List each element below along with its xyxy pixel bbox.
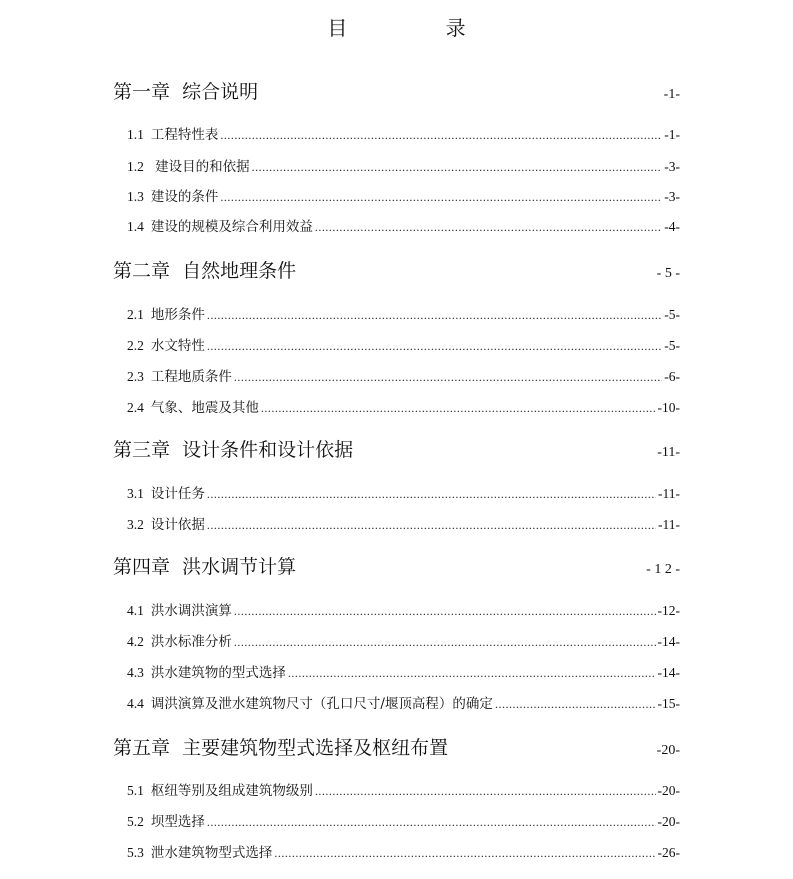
page-number: - 5 - bbox=[656, 266, 680, 281]
page-number: -20- bbox=[656, 743, 680, 758]
page-number: -3- bbox=[664, 159, 680, 174]
dot-leader bbox=[252, 160, 663, 175]
toc-section-2-4[interactable] bbox=[127, 396, 680, 416]
page-number: -14- bbox=[657, 634, 680, 649]
toc-section-5-1[interactable] bbox=[127, 779, 680, 799]
toc-section-4-2[interactable] bbox=[127, 630, 680, 650]
section-label: 4.3 洪水建筑物的型式选择 bbox=[127, 665, 286, 681]
toc-chapter-4[interactable] bbox=[113, 552, 680, 579]
dot-leader bbox=[315, 220, 662, 235]
section-label: 3.1 设计任务 bbox=[127, 486, 205, 502]
toc-section-2-1[interactable] bbox=[127, 303, 680, 323]
section-label: 4.2 洪水标准分析 bbox=[127, 634, 232, 650]
section-label: 1.3 建设的条件 bbox=[127, 189, 219, 205]
toc-section-4-1[interactable] bbox=[127, 599, 680, 619]
page-number: -10- bbox=[657, 400, 680, 415]
page-number: -1- bbox=[664, 127, 680, 142]
chapter-label: 第一章 综合说明 bbox=[113, 81, 259, 103]
section-label: 1.4 建设的规模及综合利用效益 bbox=[127, 219, 313, 235]
dot-leader bbox=[288, 666, 656, 681]
chapter-label: 第二章 自然地理条件 bbox=[113, 260, 297, 282]
page-number: -26- bbox=[657, 845, 680, 860]
toc-chapter-2[interactable] bbox=[113, 256, 680, 283]
section-label: 2.4 气象、地震及其他 bbox=[127, 400, 259, 416]
toc-section-3-2[interactable] bbox=[127, 513, 680, 533]
dot-leader bbox=[207, 518, 656, 533]
toc-section-1-4[interactable] bbox=[127, 215, 680, 235]
toc-chapter-5[interactable] bbox=[113, 733, 680, 760]
section-label: 5.3 泄水建筑物型式选择 bbox=[127, 845, 273, 861]
page-number: -20- bbox=[657, 783, 680, 798]
toc-section-4-3[interactable] bbox=[127, 661, 680, 681]
chapter-label: 第三章 设计条件和设计依据 bbox=[113, 439, 354, 461]
section-label: 2.3 工程地质条件 bbox=[127, 369, 232, 385]
page-number: -6- bbox=[664, 369, 680, 384]
page-number: -5- bbox=[664, 307, 680, 322]
toc-section-2-3[interactable] bbox=[127, 365, 680, 385]
page-number: - 1 2 - bbox=[646, 562, 680, 577]
page-number: -1- bbox=[663, 87, 680, 102]
section-label: 2.1 地形条件 bbox=[127, 307, 205, 323]
page-number: -11- bbox=[657, 445, 680, 460]
toc-section-5-3[interactable] bbox=[127, 841, 680, 861]
dot-leader bbox=[274, 846, 655, 861]
section-label: 5.2 坝型选择 bbox=[127, 814, 205, 830]
toc-section-5-2[interactable] bbox=[127, 810, 680, 830]
toc-section-1-3[interactable] bbox=[127, 185, 680, 205]
section-label: 1.2 建设目的和依据 bbox=[127, 159, 250, 175]
dot-leader bbox=[234, 635, 656, 650]
dot-leader bbox=[207, 308, 662, 323]
dot-leader bbox=[220, 190, 662, 205]
page-number: -3- bbox=[664, 189, 680, 204]
page-number: -14- bbox=[657, 665, 680, 680]
page-number: -15- bbox=[657, 696, 680, 711]
section-label: 4.1 洪水调洪演算 bbox=[127, 603, 232, 619]
dot-leader bbox=[234, 604, 656, 619]
section-label: 1.1 工程特性表 bbox=[127, 127, 219, 143]
toc-chapter-3[interactable] bbox=[113, 435, 680, 462]
page-number: -11- bbox=[658, 517, 680, 532]
page-number: -5- bbox=[664, 338, 680, 353]
chapter-label: 第五章 主要建筑物型式选择及枢纽布置 bbox=[113, 737, 449, 759]
page-number: -4- bbox=[664, 219, 680, 234]
dot-leader bbox=[207, 815, 656, 830]
dot-leader bbox=[315, 784, 656, 799]
toc-section-1-1[interactable] bbox=[127, 123, 680, 143]
page-number: -12- bbox=[657, 603, 680, 618]
chapter-label: 第四章 洪水调节计算 bbox=[113, 556, 297, 578]
toc-section-1-2[interactable] bbox=[127, 155, 680, 175]
dot-leader bbox=[220, 128, 662, 143]
dot-leader bbox=[207, 487, 656, 502]
section-label: 3.2 设计依据 bbox=[127, 517, 205, 533]
dot-leader bbox=[207, 339, 662, 354]
toc-section-3-1[interactable] bbox=[127, 482, 680, 502]
section-label: 2.2 水文特性 bbox=[127, 338, 205, 354]
toc-title: 目 录 bbox=[327, 16, 512, 40]
section-label: 5.1 枢纽等别及组成建筑物级别 bbox=[127, 783, 313, 799]
toc-section-2-2[interactable] bbox=[127, 334, 680, 354]
toc-section-4-4[interactable] bbox=[127, 692, 680, 712]
toc-chapter-1[interactable] bbox=[113, 77, 680, 104]
page-number: -11- bbox=[658, 486, 680, 501]
section-label: 4.4 调洪演算及泄水建筑物尺寸（孔口尺寸/堰顶高程）的确定 bbox=[127, 696, 493, 712]
dot-leader bbox=[234, 370, 662, 385]
dot-leader bbox=[261, 401, 656, 416]
dot-leader bbox=[495, 697, 656, 712]
page-number: -20- bbox=[657, 814, 680, 829]
